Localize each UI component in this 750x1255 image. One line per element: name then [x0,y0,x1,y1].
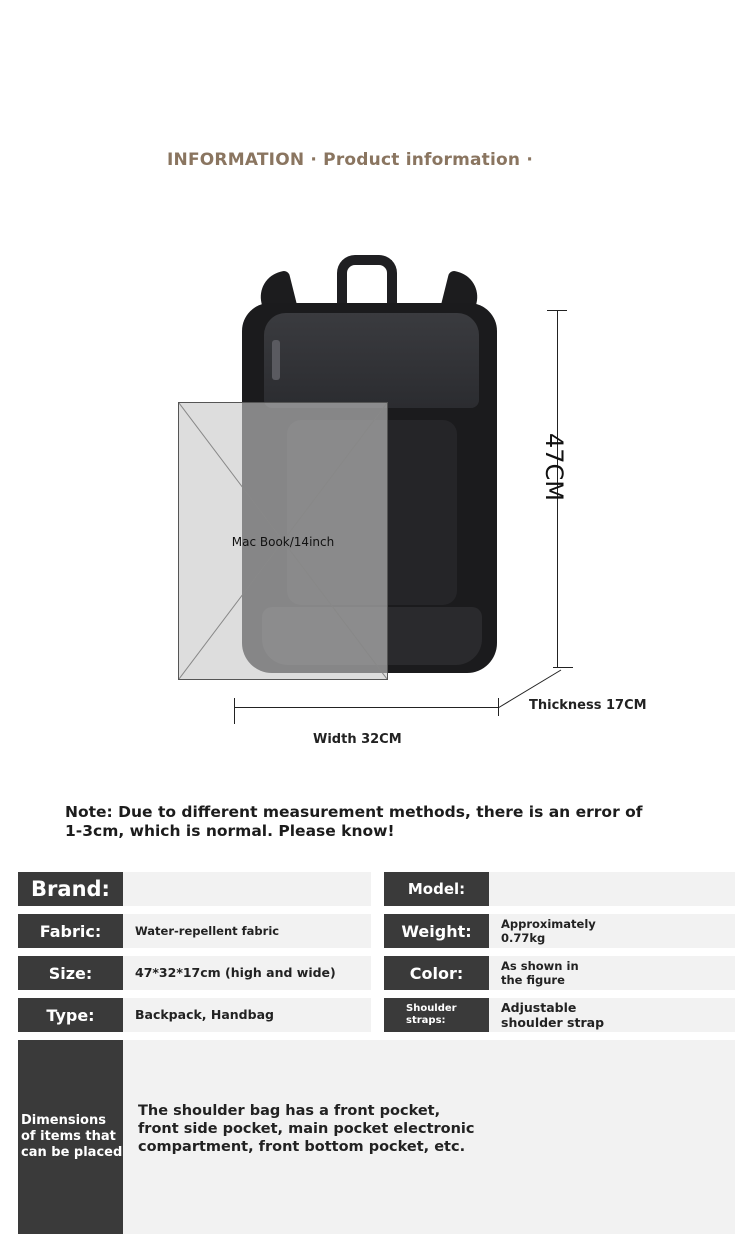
width-tick-left [234,698,235,724]
height-label [528,433,568,502]
straps-value: Adjustable shoulder strap [489,998,735,1032]
width-tick-right [498,698,499,716]
straps-label: Shoulder straps: [384,998,489,1032]
weight-value: Approximately 0.77kg [489,914,735,948]
height-tick-top [547,310,567,311]
color-label: Color: [384,956,489,990]
dimensions-value [123,1040,735,1234]
fabric-value: Water-repellent fabric [123,914,371,948]
brand-label: Brand: [18,872,123,906]
thickness-label: Thickness 17CM [529,698,647,713]
size-value: 47*32*17cm (high and wide) [123,956,371,990]
section-title: INFORMATION · Product information · [167,150,533,170]
height-label-text: 47CM [540,433,568,502]
dimensions-label-text: Dimensions of items that can be placed [21,1113,123,1160]
bag-top-panel [264,313,479,408]
laptop-outline [178,402,388,680]
model-label: Model: [384,872,489,906]
dimensions-label [18,1040,123,1234]
zipper-pull [272,340,280,380]
measurement-note: Note: Due to different measurement methods, there is an error of 1-3cm, which is normal. Please know! [65,803,643,840]
dimensions-value-text: The shoulder bag has a front pocket, front side pocket, main pocket electronic compartment, front bottom pocket, etc. [138,1103,475,1155]
color-value: As shown in the figure [489,956,735,990]
weight-label: Weight: [384,914,489,948]
model-value [489,872,735,906]
width-label: Width 32CM [313,732,402,747]
width-dimension-line [235,707,499,708]
brand-value [123,872,371,906]
product-figure [0,200,750,760]
fabric-label: Fabric: [18,914,123,948]
laptop-label: Mac Book/14inch [231,535,335,549]
size-label: Size: [18,956,123,990]
bag-handle [337,255,397,303]
type-value: Backpack, Handbag [123,998,371,1032]
type-label: Type: [18,998,123,1032]
